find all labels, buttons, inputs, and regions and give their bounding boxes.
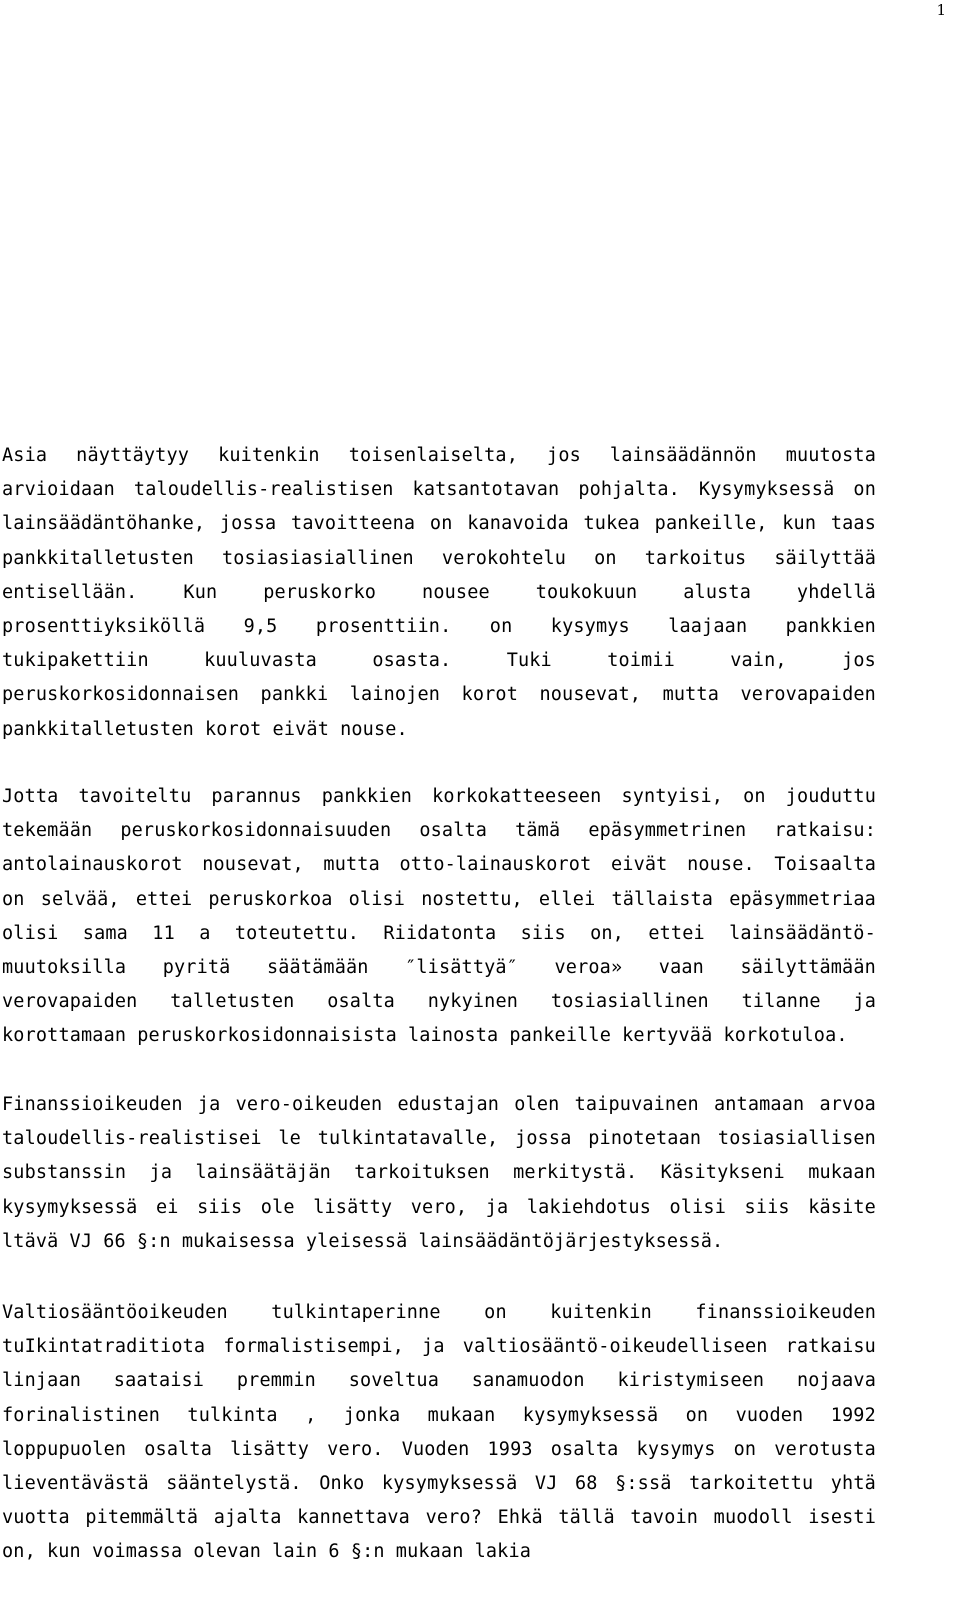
- text-line: [2, 439, 876, 473]
- word: nouse.: [340, 718, 408, 740]
- word: verovapaiden: [2, 991, 138, 1013]
- text-line: [2, 1467, 876, 1501]
- word: kuitenkin: [550, 1302, 652, 1323]
- text-line: [2, 713, 876, 747]
- word: on: [484, 1302, 507, 1323]
- word: jouduttu: [785, 786, 876, 807]
- word: talletusten: [170, 991, 295, 1013]
- word: saataisi: [113, 1370, 205, 1392]
- word: prosenttiin.: [315, 615, 452, 637]
- word: nostettu,: [421, 888, 523, 910]
- word: vaan: [658, 956, 704, 978]
- word: katsantotavan: [412, 479, 560, 501]
- word: mutta: [323, 854, 380, 876]
- word: yhtä: [830, 1472, 876, 1494]
- word: osasta.: [372, 650, 452, 672]
- paragraph-1: [2, 439, 876, 747]
- text-line: [2, 1535, 876, 1569]
- word: lainsäädäntö-: [729, 922, 876, 944]
- word: siis: [744, 1196, 790, 1218]
- word: on: [594, 547, 617, 569]
- text-line: [2, 1088, 876, 1122]
- word: on: [853, 479, 876, 501]
- word: §:ssä: [615, 1472, 672, 1494]
- word: jossa: [515, 1128, 572, 1150]
- word: kun: [782, 513, 817, 535]
- word: vuotta: [2, 1507, 70, 1529]
- word: ajalta: [213, 1507, 282, 1529]
- word: jos: [547, 445, 581, 466]
- word: olisi: [2, 922, 59, 944]
- word: syntyisi,: [621, 786, 724, 807]
- word: substanssin: [2, 1162, 127, 1184]
- word: a: [199, 922, 211, 944]
- word: kysymyksessä: [381, 1472, 518, 1494]
- word: pankkien: [785, 615, 876, 637]
- text-line: [2, 1156, 876, 1190]
- word: käsite: [808, 1196, 876, 1218]
- word: ettei: [135, 888, 193, 910]
- word: ″lisättyä″: [405, 956, 518, 978]
- word: tulkintatavalle,: [317, 1128, 499, 1150]
- word: nojaava: [796, 1370, 876, 1392]
- word: toukokuun: [535, 581, 638, 603]
- word: ratkaisu: [785, 1336, 876, 1358]
- word: Asia: [2, 445, 48, 466]
- word: tavoin: [630, 1507, 699, 1529]
- word: korot: [461, 684, 518, 706]
- word: lainsäädäntöjärjestyksessä.: [418, 1230, 724, 1252]
- text-line: [2, 1225, 876, 1259]
- word: mukaan: [427, 1404, 496, 1426]
- word: osalta: [144, 1438, 212, 1460]
- word: selvää,: [40, 888, 120, 910]
- text-line: [2, 1191, 876, 1225]
- text-line: [2, 1296, 876, 1330]
- word: ja: [853, 991, 876, 1013]
- word: korottamaan: [2, 1025, 127, 1047]
- word: vain,: [730, 650, 787, 672]
- word: nykyinen: [427, 991, 519, 1013]
- word: voimassa: [91, 1541, 183, 1563]
- word: on: [743, 786, 766, 807]
- word: tosiasiallisen: [717, 1128, 876, 1150]
- word: finanssioikeuden: [695, 1302, 876, 1323]
- word: pyritä: [162, 956, 231, 978]
- word: kannettava: [297, 1507, 410, 1529]
- word: edustajan: [397, 1094, 500, 1115]
- word: on: [429, 513, 453, 535]
- word: on: [2, 888, 25, 910]
- word: tukea: [583, 513, 640, 535]
- word: laajaan: [668, 615, 748, 637]
- word: jonka: [343, 1404, 401, 1426]
- word: tällä: [558, 1507, 615, 1529]
- word: jossa: [219, 513, 277, 535]
- word: eivät: [611, 854, 668, 876]
- text-line: [2, 848, 876, 882]
- word: näyttäytyy: [76, 445, 190, 466]
- word: vero,: [410, 1196, 468, 1218]
- word: Ehkä: [497, 1507, 543, 1529]
- word: ei: [156, 1196, 179, 1218]
- word: kysymyksessä: [522, 1404, 659, 1426]
- word: tällaista: [611, 888, 714, 910]
- word: antolainauskorot: [2, 854, 183, 876]
- word: on,: [2, 1541, 36, 1563]
- word: alusta: [683, 581, 751, 603]
- word: arvioidaan: [2, 479, 115, 501]
- word: formalistisempi,: [223, 1336, 404, 1358]
- word: pankkien: [321, 786, 413, 807]
- word: VJ: [534, 1472, 558, 1494]
- word: ettei: [648, 922, 705, 944]
- word: ja: [485, 1196, 509, 1218]
- word: arvoa: [819, 1094, 876, 1115]
- word: tämä: [515, 820, 561, 842]
- word: 11: [152, 922, 175, 944]
- word: kanavoida: [467, 513, 569, 535]
- word: peruskorko: [263, 581, 377, 603]
- word: ,: [305, 1404, 317, 1426]
- word: tukipakettiin: [2, 650, 149, 672]
- word: olisi: [669, 1196, 726, 1218]
- word: pankkitalletusten: [2, 718, 194, 740]
- word: taas: [830, 513, 876, 535]
- word: on: [685, 1404, 709, 1426]
- word: olisi: [348, 888, 406, 910]
- text-line: [2, 917, 876, 951]
- word: premmin: [236, 1370, 316, 1392]
- word: lisätty: [313, 1196, 393, 1218]
- word: yleisessä: [305, 1230, 408, 1252]
- word: pitemmältä: [85, 1507, 199, 1529]
- word: osalta: [550, 1438, 619, 1460]
- word: säätämään: [266, 956, 369, 978]
- word: pankki: [260, 684, 329, 706]
- word: peruskorkoa: [208, 888, 333, 910]
- word: Jotta: [2, 786, 59, 807]
- word: entisellään.: [2, 581, 138, 603]
- word: le: [278, 1128, 301, 1150]
- word: lainsäädännön: [609, 445, 757, 466]
- word: tosiasiallinen: [550, 991, 709, 1013]
- word: sääntelystä.: [166, 1472, 302, 1494]
- word: on: [733, 1438, 757, 1460]
- word: tarkoituksen: [354, 1162, 490, 1184]
- word: eivät: [272, 718, 329, 740]
- word: epäsymmetrinen: [588, 820, 747, 842]
- word: pankkitalletusten: [2, 547, 194, 569]
- word: 66: [103, 1230, 126, 1252]
- word: muutosta: [785, 445, 876, 466]
- word: ole: [260, 1196, 295, 1218]
- word: mukaan: [808, 1162, 876, 1184]
- word: verokohtelu: [441, 547, 567, 569]
- word: Onko: [319, 1472, 365, 1494]
- word: toimii: [607, 650, 675, 672]
- page-number: 1: [936, 1, 946, 19]
- text-line: [2, 1433, 876, 1467]
- word: Kysymyksessä: [698, 479, 835, 501]
- text-line: [2, 610, 876, 644]
- word: taipuvainen: [574, 1094, 699, 1115]
- word: korkotuloa.: [723, 1025, 848, 1047]
- word: Finanssioikeuden: [2, 1094, 183, 1115]
- word: parannus: [211, 786, 302, 807]
- word: lieventävästä: [2, 1472, 149, 1494]
- word: kysymys: [550, 615, 630, 637]
- word: korkokatteeseen: [432, 786, 602, 807]
- text-line: [2, 542, 876, 576]
- word: tulkinta: [187, 1404, 278, 1426]
- word: tekemään: [2, 820, 93, 842]
- word: epäsymmetriaa: [729, 888, 876, 910]
- word: pankeille: [509, 1025, 611, 1047]
- word: jos: [842, 650, 876, 672]
- word: sama: [82, 922, 128, 944]
- word: loppupuolen: [2, 1438, 127, 1460]
- word: peruskorkosidonnaisen: [2, 684, 240, 706]
- text-line: [2, 1364, 876, 1398]
- word: tavoiteltu: [78, 786, 192, 807]
- paragraph-4: [2, 1296, 876, 1570]
- word: Käsitykseni: [660, 1162, 785, 1184]
- word: taloudellis-realistisen: [133, 479, 394, 501]
- word: on: [489, 615, 513, 637]
- text-line: [2, 883, 876, 917]
- word: §:n: [350, 1541, 385, 1563]
- word: tosiasiasiallinen: [221, 547, 414, 569]
- word: 68: [575, 1472, 598, 1494]
- word: mutta: [662, 684, 720, 706]
- text-line: [2, 644, 876, 678]
- word: merkitystä.: [513, 1162, 638, 1184]
- word: vero.: [327, 1438, 384, 1460]
- word: lainsäädäntöhanke,: [2, 513, 206, 535]
- word: toteutettu.: [234, 922, 360, 944]
- text-line: [2, 985, 876, 1019]
- word: soveltua: [348, 1370, 439, 1392]
- word: Tuki: [506, 650, 552, 672]
- word: lainosta: [407, 1025, 499, 1047]
- word: VJ: [69, 1230, 93, 1252]
- word: siis: [197, 1196, 243, 1218]
- paragraph-3: [2, 1088, 876, 1259]
- text-line: [2, 814, 876, 848]
- word: osalta: [327, 991, 395, 1013]
- word: mukaisessa: [181, 1230, 295, 1252]
- word: lakia: [474, 1541, 532, 1563]
- text-line: [2, 780, 876, 814]
- word: ratkaisu:: [774, 820, 876, 842]
- word: vero-oikeuden: [235, 1094, 383, 1115]
- word: kysymys: [636, 1438, 716, 1460]
- word: vero?: [425, 1507, 483, 1529]
- word: 1992: [830, 1404, 876, 1426]
- word: ellei: [538, 888, 596, 910]
- word: on,: [590, 922, 624, 944]
- word: 9,5: [243, 615, 278, 637]
- word: lakiehdotus: [526, 1196, 652, 1218]
- word: lainojen: [349, 684, 441, 706]
- word: Valtiosääntöoikeuden: [2, 1302, 228, 1323]
- word: kiristymiseen: [617, 1370, 765, 1392]
- word: pinotetaan: [588, 1128, 702, 1150]
- word: tuIkintatraditiota: [2, 1336, 206, 1358]
- word: isesti: [808, 1507, 876, 1529]
- text-line: [2, 1399, 876, 1433]
- word: peruskorkosidonnaisista: [137, 1025, 397, 1047]
- word: verovapaiden: [740, 684, 876, 706]
- word: olevan: [193, 1541, 262, 1563]
- word: toisenlaiselta,: [348, 445, 519, 466]
- text-line: [2, 1501, 876, 1535]
- word: tarkoitus: [644, 547, 747, 569]
- word: nouse.: [687, 854, 755, 876]
- word: muodoll: [713, 1507, 793, 1529]
- word: lainsäätäjän: [195, 1162, 331, 1184]
- word: kertyvää: [622, 1025, 713, 1047]
- word: lain: [272, 1541, 318, 1563]
- word: 6: [328, 1541, 340, 1563]
- word: otto-lainauskorot: [399, 854, 592, 876]
- word: antamaan: [713, 1094, 805, 1115]
- word: säilyttää: [774, 547, 876, 569]
- word: Vuoden: [401, 1438, 470, 1460]
- text-line: [2, 1330, 876, 1364]
- text-line: [2, 473, 876, 507]
- word: ja: [422, 1336, 445, 1358]
- word: korot: [205, 718, 262, 740]
- word: pohjalta.: [578, 479, 680, 501]
- word: peruskorkosidonnaisuuden: [120, 820, 392, 842]
- word: tilanne: [741, 991, 821, 1013]
- word: verotusta: [774, 1438, 876, 1460]
- word: Kun: [183, 581, 218, 603]
- word: kuitenkin: [218, 445, 320, 466]
- word: tarkoitettu: [689, 1472, 814, 1494]
- text-line: [2, 1122, 876, 1156]
- word: pankeille,: [654, 513, 768, 535]
- text-line: [2, 507, 876, 541]
- word: osalta: [419, 820, 488, 842]
- word: prosenttiyksiköllä: [2, 615, 206, 637]
- word: ltävä: [2, 1230, 59, 1252]
- word: 1993: [487, 1438, 533, 1460]
- word: nousevat,: [539, 684, 642, 706]
- paragraph-2: [2, 780, 876, 1054]
- word: mukaan: [395, 1541, 464, 1563]
- text-line: [2, 678, 876, 712]
- word: muutoksilla: [2, 956, 127, 978]
- word: Riidatonta: [383, 922, 497, 944]
- word: Toisaalta: [774, 854, 876, 876]
- word: lisätty: [230, 1438, 310, 1460]
- word: forinalistinen: [2, 1404, 161, 1426]
- word: kuuluvasta: [204, 650, 317, 672]
- word: linjaan: [2, 1370, 82, 1392]
- word: vuoden: [735, 1404, 804, 1426]
- word: nousee: [422, 581, 490, 603]
- word: tulkintaperinne: [271, 1302, 441, 1323]
- word: ja: [197, 1094, 221, 1115]
- word: yhdellä: [796, 581, 876, 603]
- word: kun: [46, 1541, 81, 1563]
- word: veroa»: [554, 956, 623, 978]
- word: olen: [514, 1094, 560, 1115]
- word: tavoitteena: [291, 513, 416, 535]
- word: nousevat,: [202, 854, 304, 876]
- word: säilyttämään: [740, 956, 876, 978]
- word: §:n: [136, 1230, 171, 1252]
- word: ja: [149, 1162, 173, 1184]
- word: taloudellis-realistisei: [2, 1128, 262, 1150]
- word: siis: [520, 922, 566, 944]
- text-line: [2, 1019, 876, 1053]
- word: sanamuodon: [471, 1370, 585, 1392]
- text-line: [2, 951, 876, 985]
- text-line: [2, 576, 876, 610]
- word: kysymyksessä: [2, 1196, 138, 1218]
- word: valtiosääntö-oikeudelliseen: [462, 1336, 768, 1358]
